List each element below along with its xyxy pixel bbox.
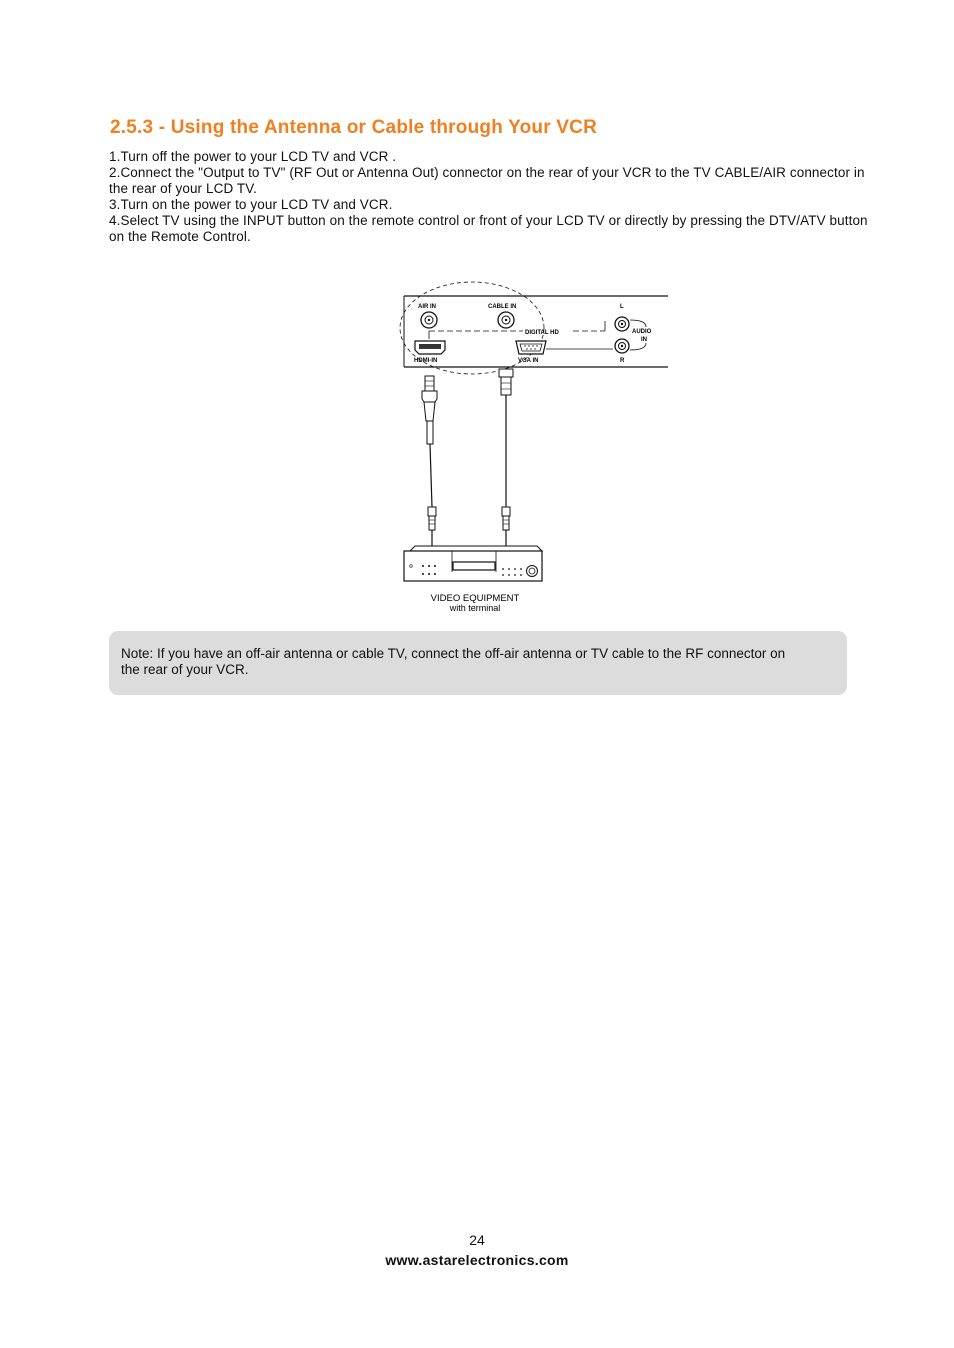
audio-l-port-icon: [615, 317, 629, 331]
audio-bracket: [630, 320, 646, 350]
audio-r-port-icon: [615, 339, 629, 353]
audio-label: AUDIO: [632, 329, 652, 335]
air-in-label: AIR IN: [418, 304, 436, 310]
caption-line-1: VIDEO EQUIPMENT: [430, 593, 520, 604]
caption-line-2: with terminal: [449, 603, 501, 613]
step-4: 4.Select TV using the INPUT button on the remote control or front of your LCD TV or directly by pressing the DTV/ATV button on the Remote Control.: [109, 213, 868, 244]
step-3: 3.Turn on the power to your LCD TV and VCR.: [109, 197, 393, 212]
air-in-port-icon: [421, 312, 437, 328]
digital-hd-bracket: [429, 321, 605, 339]
step-1: 1.Turn off the power to your LCD TV and VCR .: [109, 149, 397, 164]
website-link[interactable]: www.astarelectronics.com: [385, 1252, 569, 1268]
note-box: [109, 631, 847, 695]
audio-r-label: R: [620, 358, 625, 364]
digital-hd-label: DIGITAL HD: [525, 330, 559, 336]
vcr-icon: [404, 546, 542, 581]
vga-in-label: VGA IN: [518, 358, 539, 364]
hdmi-port-icon: [415, 341, 445, 354]
hdmi-in-label: HDMI-IN: [414, 358, 438, 364]
connection-diagram-svg: [395, 275, 675, 620]
coaxial-cable-right: [499, 369, 513, 546]
note-text: Note: If you have an off-air antenna or cable TV, connect the off-air antenna or TV cable to the RF connector on the rear of your VCR.: [121, 646, 786, 677]
audio-in-label: IN: [641, 337, 647, 343]
connection-diagram: [395, 275, 675, 620]
vga-port-icon: [516, 341, 613, 354]
section-title: 2.5.3 - Using the Antenna or Cable through Your VCR: [110, 117, 597, 138]
step-2: 2.Connect the "Output to TV" (RF Out or Antenna Out) connector on the rear of your VCR to the TV CABLE/AIR connector in the rear of your LCD TV.: [109, 165, 865, 196]
page-number: 24: [469, 1232, 485, 1248]
cable-in-port-icon: [498, 312, 514, 328]
coaxial-cable-left: [422, 376, 437, 546]
audio-l-label: L: [620, 304, 624, 310]
cable-in-label: CABLE IN: [488, 304, 517, 310]
instruction-steps: [109, 149, 869, 245]
